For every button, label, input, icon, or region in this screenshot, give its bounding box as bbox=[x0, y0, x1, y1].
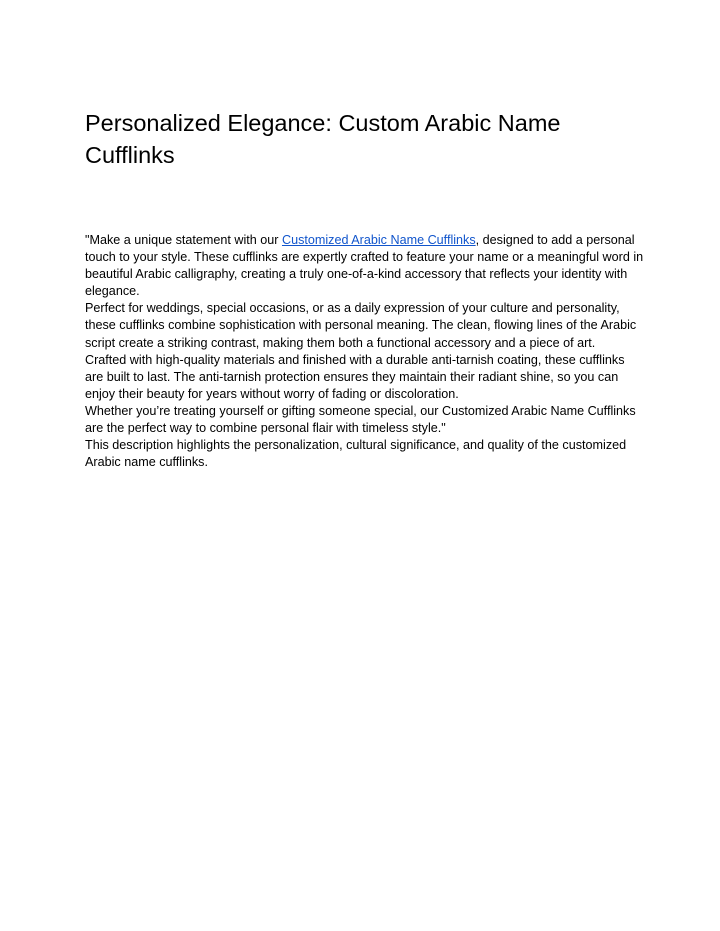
document-title: Personalized Elegance: Custom Arabic Name Cufflinks bbox=[85, 110, 561, 168]
cufflinks-product-link[interactable]: Customized Arabic Name Cufflinks bbox=[281, 233, 476, 247]
paragraph-summary: This description highlights the personalization, cultural significance, and quality of the customized Arabic name cufflinks. bbox=[85, 438, 627, 470]
paragraph-intro-rest: , designed to add a personal touch to your style. These cufflinks are expertly crafted to feature your name or a meaningful word in beautiful Arabic calligraphy, creating a truly one-of-a-kind accessory that reflects your identity with elegance. bbox=[85, 233, 644, 299]
paragraph-intro bbox=[85, 232, 645, 300]
paragraph-gifting: Whether you’re treating yourself or gifting someone special, our Customized Arabic Name Cufflinks are the perfect way to combine personal flair with timeless style." bbox=[85, 403, 636, 436]
document-body bbox=[85, 232, 645, 471]
paragraph-materials: Crafted with high-quality materials and finished with a durable anti-tarnish coating, these cufflinks are built to last. The anti-tarnish protection ensures they maintain their radiant shine, so you can enjoy their beauty for years without worry of fading or discoloration. bbox=[85, 352, 625, 401]
paragraph-occasions: Perfect for weddings, special occasions, or as a daily expression of your culture and personality, these cufflinks combine sophistication with personal meaning. The clean, flowing lines of the Arabic script create a striking contrast, making them both a functional accessory and a piece of art. bbox=[85, 301, 637, 350]
paragraph-intro-lead: "Make a unique statement with our bbox=[85, 233, 282, 247]
